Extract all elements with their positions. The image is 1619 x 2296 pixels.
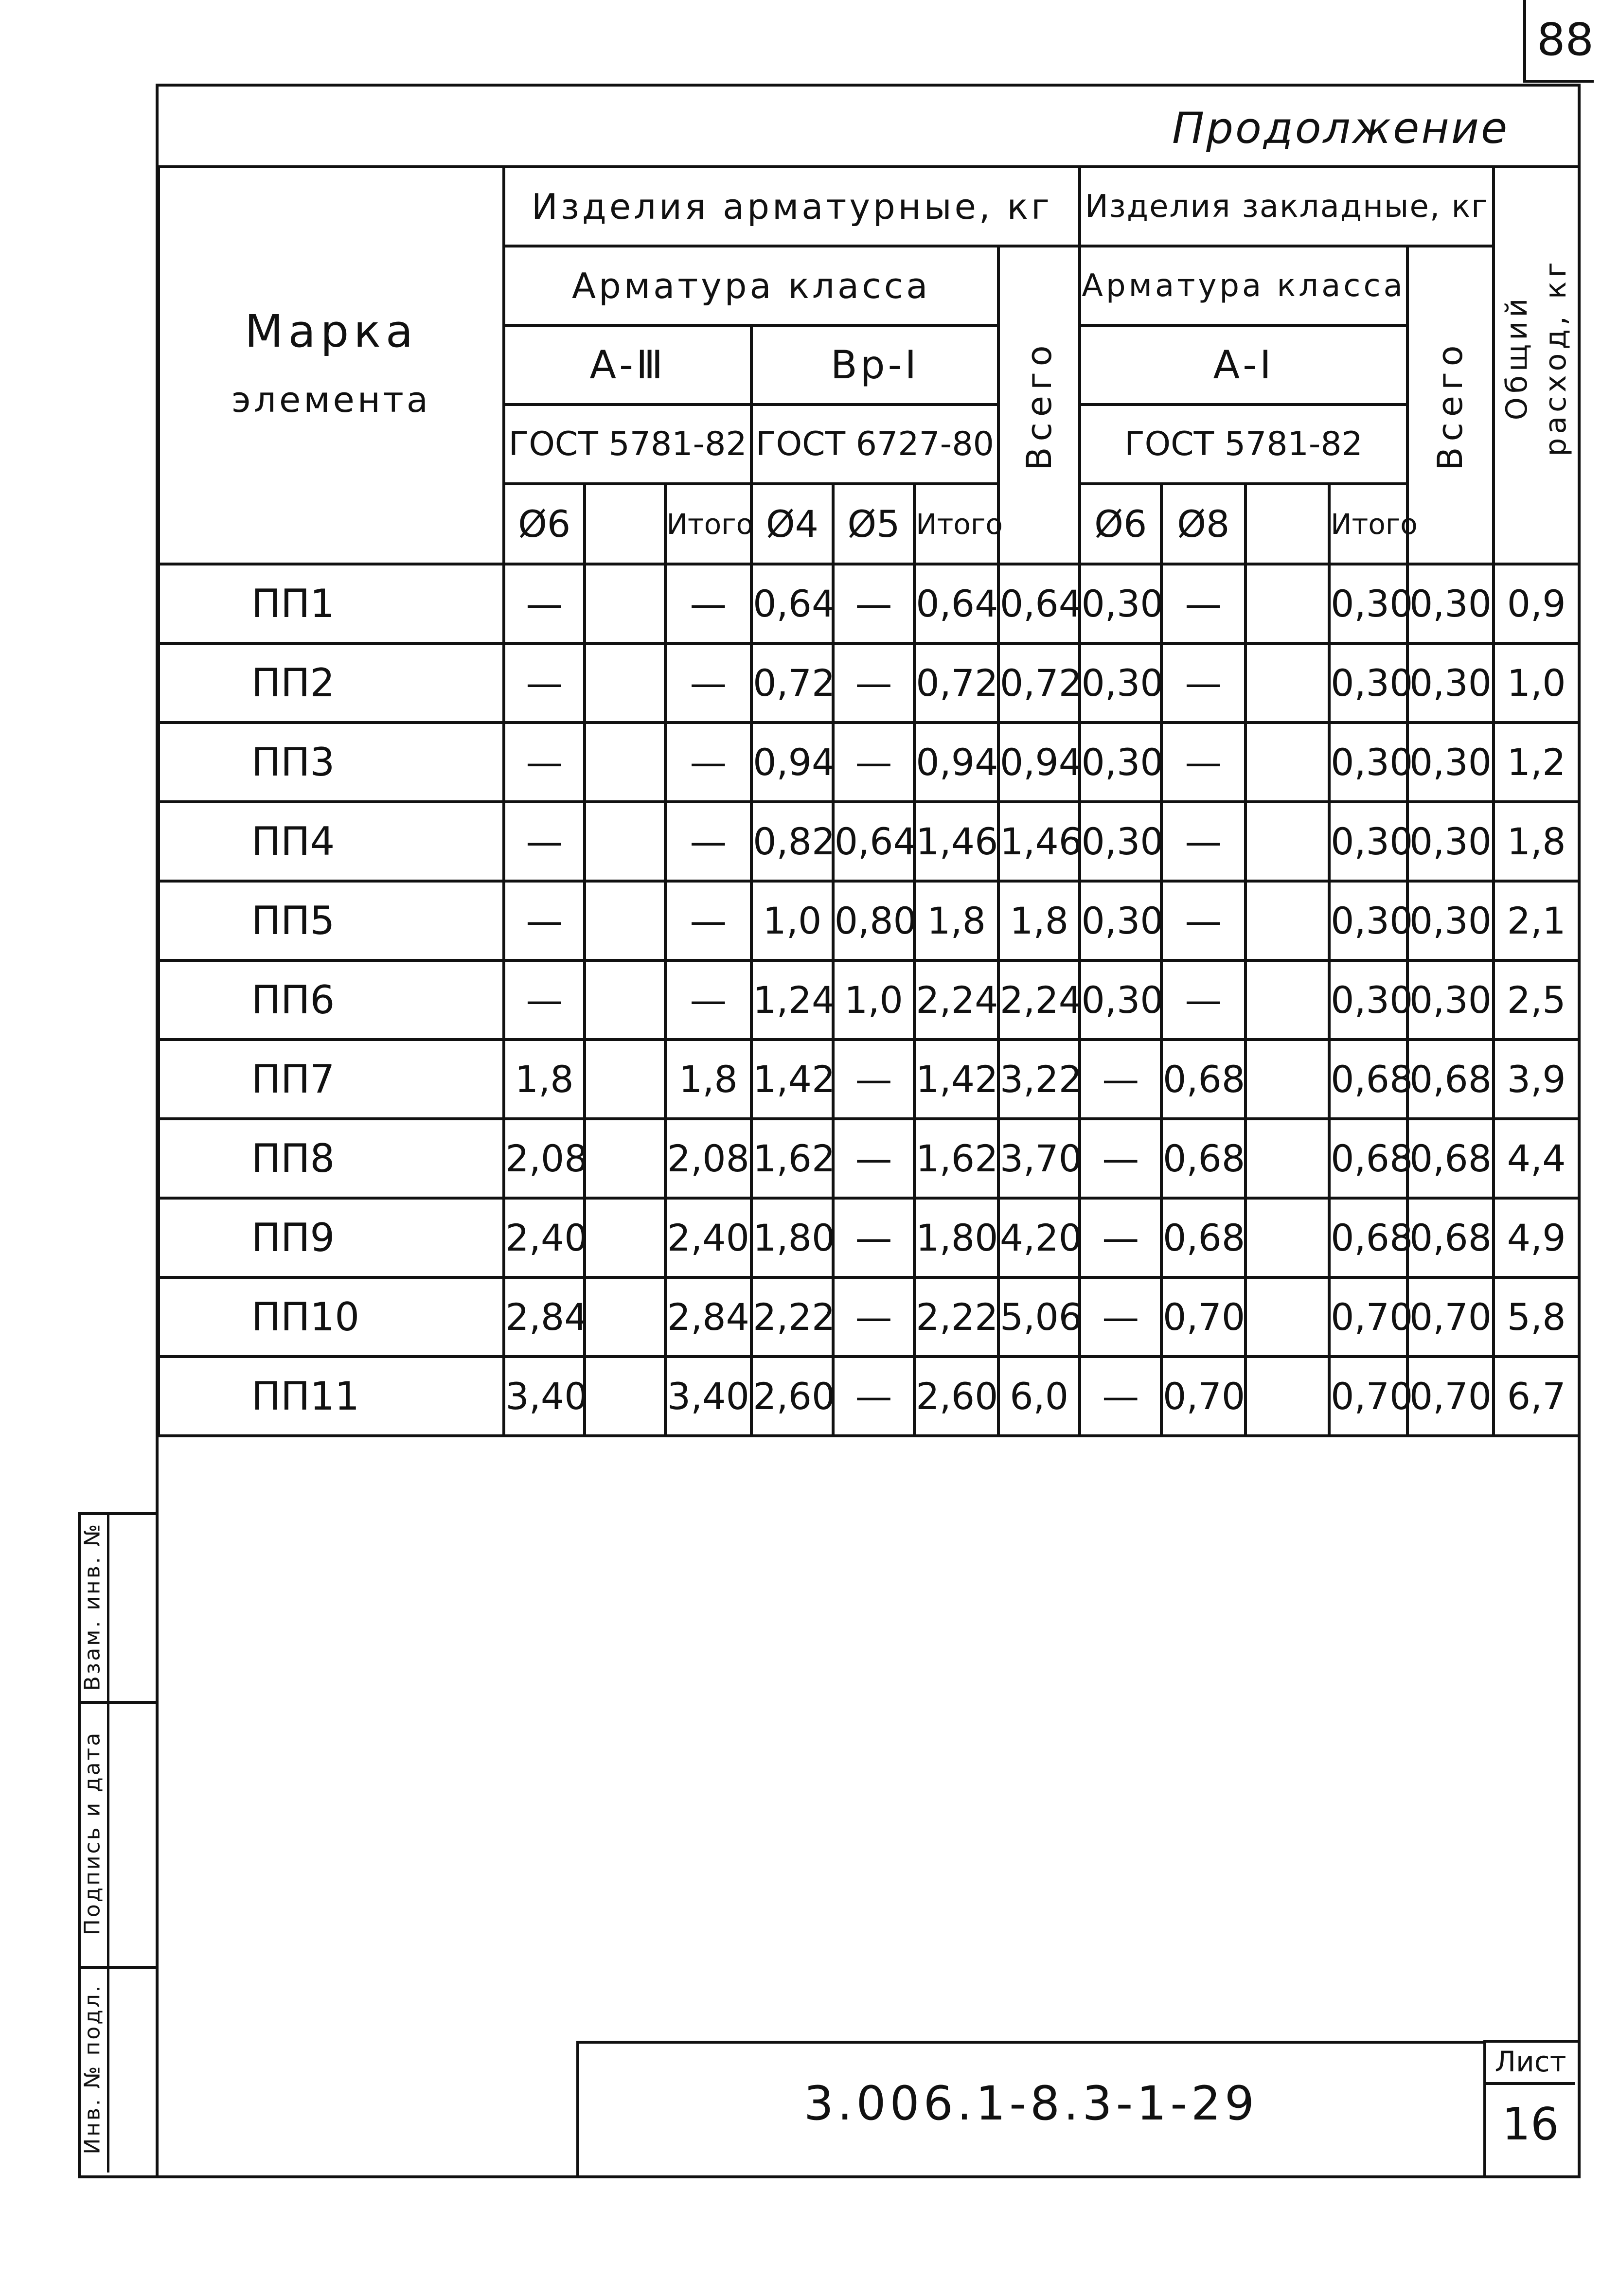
table-cell: — (665, 802, 752, 881)
col-d6-b: Ø6 (1080, 484, 1161, 564)
table-cell: 3,9 (1494, 1040, 1579, 1119)
table-cell: 0,30 (1329, 881, 1407, 960)
class-a3-cell: А-Ⅲ (504, 325, 751, 405)
table-cell: 0,68 (1161, 1119, 1245, 1198)
table-cell: 6,7 (1494, 1357, 1579, 1436)
table-cell: 0,94 (914, 723, 998, 802)
table-cell (585, 1119, 665, 1198)
table-cell: — (1080, 1277, 1161, 1357)
table-cell: — (1080, 1357, 1161, 1436)
table-row (159, 1277, 1579, 1357)
table-cell: 2,08 (665, 1119, 752, 1198)
table-cell: — (833, 643, 915, 723)
table-cell: 0,70 (1329, 1357, 1407, 1436)
table-cell: 0,68 (1161, 1040, 1245, 1119)
table-cell: 0,30 (1407, 881, 1494, 960)
table-cell: 6,0 (998, 1357, 1080, 1436)
table-cell: 0,80 (833, 881, 915, 960)
table-cell: 4,9 (1494, 1198, 1579, 1277)
table-cell: 1,42 (914, 1040, 998, 1119)
table-cell: 0,68 (1329, 1198, 1407, 1277)
table-cell (1245, 723, 1330, 802)
table-cell: 1,0 (1494, 643, 1579, 723)
table-cell: 3,40 (665, 1357, 752, 1436)
table-cell (585, 1040, 665, 1119)
table-cell: — (1161, 881, 1245, 960)
table-cell: 2,08 (504, 1119, 585, 1198)
table-row (159, 881, 1579, 960)
table-cell: 0,68 (1329, 1040, 1407, 1119)
table-cell: 2,40 (504, 1198, 585, 1277)
top-number-divider (1523, 0, 1526, 82)
gost-bp1-cell: ГОСТ 6727-80 (751, 405, 998, 484)
table-cell: 0,30 (1080, 564, 1161, 643)
table-cell: 0,70 (1407, 1357, 1494, 1436)
table-cell: — (504, 802, 585, 881)
element-mark-cell: ПП2 (159, 643, 504, 723)
table-cell: 0,82 (751, 802, 833, 881)
table-cell: 2,5 (1494, 960, 1579, 1040)
table-cell: — (504, 960, 585, 1040)
col-empty-a (585, 484, 665, 564)
table-cell (1245, 881, 1330, 960)
table-cell: 2,60 (751, 1357, 833, 1436)
element-mark-cell: ПП1 (159, 564, 504, 643)
table-cell (1245, 643, 1330, 723)
table-cell: 0,30 (1329, 960, 1407, 1040)
document-code: 3.006.1-8.3-1-29 (803, 2076, 1259, 2131)
table-cell: 0,30 (1080, 881, 1161, 960)
table-cell: 0,94 (998, 723, 1080, 802)
element-mark-cell: ПП10 (159, 1277, 504, 1357)
sheet-box-divider (1483, 2082, 1575, 2085)
table-cell: 0,30 (1329, 564, 1407, 643)
table-cell: 0,70 (1161, 1277, 1245, 1357)
element-mark-cell: ПП9 (159, 1198, 504, 1277)
table-cell: 0,68 (1407, 1198, 1494, 1277)
table-cell: 0,30 (1407, 643, 1494, 723)
total-header-embedded (1407, 246, 1494, 564)
table-cell (585, 1277, 665, 1357)
side-stamp-inner-line (107, 1512, 109, 2172)
element-mark-cell: ПП11 (159, 1357, 504, 1436)
element-mark-cell: ПП6 (159, 960, 504, 1040)
table-cell: 0,68 (1329, 1119, 1407, 1198)
table-cell: 3,70 (998, 1119, 1080, 1198)
table-cell: 1,46 (914, 802, 998, 881)
element-mark-cell: ПП5 (159, 881, 504, 960)
element-mark-cell: ПП8 (159, 1119, 504, 1198)
table-cell: 0,64 (914, 564, 998, 643)
table-row (159, 564, 1579, 643)
table-cell: 0,30 (1329, 643, 1407, 723)
table-cell (585, 723, 665, 802)
table-cell: 2,24 (914, 960, 998, 1040)
table-row (159, 1198, 1579, 1277)
side-stamp-divider-1 (78, 1701, 159, 1704)
col-d4: Ø4 (751, 484, 833, 564)
table-row (159, 1040, 1579, 1119)
table-row (159, 960, 1579, 1040)
table-cell: 0,68 (1407, 1040, 1494, 1119)
table-cell: — (665, 723, 752, 802)
total-header-reinforcement (998, 246, 1080, 564)
table-cell: 0,30 (1080, 802, 1161, 881)
table-row (159, 1119, 1579, 1198)
table-row (159, 643, 1579, 723)
side-stamp-signature-date: Подпись и дата (80, 1731, 105, 1936)
table-cell: 2,60 (914, 1357, 998, 1436)
table-cell (585, 1357, 665, 1436)
table-cell (585, 881, 665, 960)
sheet-label: Лист (1494, 2045, 1566, 2078)
table-cell: 2,22 (751, 1277, 833, 1357)
table-cell: 3,40 (504, 1357, 585, 1436)
table-cell: 5,8 (1494, 1277, 1579, 1357)
materials-table (157, 165, 1581, 1437)
table-cell: — (504, 723, 585, 802)
class-header-reinforcement: Арматура класса (504, 246, 998, 325)
table-cell: 1,2 (1494, 723, 1579, 802)
table-cell: — (1161, 960, 1245, 1040)
table-cell: 2,24 (998, 960, 1080, 1040)
table-row (159, 1357, 1579, 1436)
table-cell: — (1161, 564, 1245, 643)
table-cell: — (833, 564, 915, 643)
table-cell: 0,9 (1494, 564, 1579, 643)
side-stamp-divider-2 (78, 1966, 159, 1969)
mark-header-line1: Марка (245, 305, 418, 357)
table-cell: — (1080, 1119, 1161, 1198)
table-cell: — (504, 564, 585, 643)
table-cell: 2,1 (1494, 881, 1579, 960)
table-cell: — (1161, 643, 1245, 723)
col-itogo-c: Итого (1329, 484, 1407, 564)
table-cell (585, 643, 665, 723)
table-cell: 1,0 (833, 960, 915, 1040)
table-cell: — (833, 723, 915, 802)
table-cell: 2,40 (665, 1198, 752, 1277)
table-cell: 2,84 (504, 1277, 585, 1357)
table-cell: — (833, 1119, 915, 1198)
table-cell: 1,8 (998, 881, 1080, 960)
table-cell: — (1080, 1198, 1161, 1277)
class-a1-cell: А-I (1080, 325, 1407, 405)
col-d8: Ø8 (1161, 484, 1245, 564)
element-mark-cell: ПП7 (159, 1040, 504, 1119)
mark-header-line2: элемента (231, 379, 431, 420)
col-itogo-b: Итого (914, 484, 998, 564)
element-mark-cell: ПП4 (159, 802, 504, 881)
class-header-embedded: Арматура класса (1080, 246, 1407, 325)
table-cell: 2,84 (665, 1277, 752, 1357)
table-cell: — (504, 643, 585, 723)
table-cell: 0,30 (1329, 723, 1407, 802)
table-cell (585, 1198, 665, 1277)
table-cell (1245, 960, 1330, 1040)
table-cell: — (833, 1198, 915, 1277)
class-bp1-cell: Вр-I (751, 325, 998, 405)
table-cell: 1,8 (914, 881, 998, 960)
continuation-label: Продолжение (1172, 103, 1510, 153)
col-d6-a: Ø6 (504, 484, 585, 564)
element-mark-cell: ПП3 (159, 723, 504, 802)
table-cell: 4,20 (998, 1198, 1080, 1277)
table-cell: 1,24 (751, 960, 833, 1040)
col-itogo-a: Итого (665, 484, 752, 564)
col-d5: Ø5 (833, 484, 915, 564)
reinforcement-group-header: Изделия арматурные, кг (504, 167, 1080, 246)
table-cell: 0,64 (998, 564, 1080, 643)
overall-header-cell (1494, 167, 1579, 564)
table-cell: 0,30 (1080, 643, 1161, 723)
table-cell: 0,64 (751, 564, 833, 643)
table-cell: — (1161, 723, 1245, 802)
col-empty-b (1245, 484, 1330, 564)
table-cell: 3,22 (998, 1040, 1080, 1119)
table-cell: 0,30 (1329, 802, 1407, 881)
gost-a1-cell: ГОСТ 5781-82 (1080, 405, 1407, 484)
table-cell: — (504, 881, 585, 960)
table-cell: 1,62 (751, 1119, 833, 1198)
table-cell: 1,80 (751, 1198, 833, 1277)
total-header-text-1: Всего (1019, 339, 1059, 471)
table-cell: — (1161, 802, 1245, 881)
table-cell: 0,64 (833, 802, 915, 881)
top-number-underline (1523, 80, 1594, 83)
table-cell: 0,70 (1329, 1277, 1407, 1357)
table-cell (1245, 1277, 1330, 1357)
table-cell (585, 802, 665, 881)
table-cell (585, 564, 665, 643)
gost-a3-cell: ГОСТ 5781-82 (504, 405, 751, 484)
table-cell (1245, 1357, 1330, 1436)
table-cell: — (665, 643, 752, 723)
mark-header-cell (159, 167, 504, 564)
table-cell (1245, 564, 1330, 643)
table-cell: 0,68 (1407, 1119, 1494, 1198)
table-cell: 0,68 (1161, 1198, 1245, 1277)
table-cell (1245, 1198, 1330, 1277)
table-cell: 0,70 (1161, 1357, 1245, 1436)
table-cell (1245, 802, 1330, 881)
table-cell: 2,22 (914, 1277, 998, 1357)
table-cell: 0,72 (751, 643, 833, 723)
table-cell: 0,30 (1407, 802, 1494, 881)
sheet-number-top: 88 (1537, 14, 1594, 66)
table-cell (585, 960, 665, 1040)
table-cell: 5,06 (998, 1277, 1080, 1357)
total-header-text-2: Всего (1430, 339, 1471, 471)
table-cell: 1,8 (1494, 802, 1579, 881)
table-cell: 0,94 (751, 723, 833, 802)
table-cell: — (833, 1040, 915, 1119)
table-cell: 4,4 (1494, 1119, 1579, 1198)
side-stamp-original-inv: Инв. № подл. (80, 1983, 105, 2155)
table-cell: 1,42 (751, 1040, 833, 1119)
table-cell: 1,8 (504, 1040, 585, 1119)
table-cell (1245, 1040, 1330, 1119)
table-cell: — (665, 881, 752, 960)
table-cell: 0,72 (914, 643, 998, 723)
table-cell (1245, 1119, 1330, 1198)
table-cell: 1,46 (998, 802, 1080, 881)
side-stamp-replace-inv: Взам. инв. № (80, 1522, 105, 1691)
embedded-group-header: Изделия закладные, кг (1080, 167, 1494, 246)
table-cell: 1,8 (665, 1040, 752, 1119)
table-cell: 0,30 (1080, 723, 1161, 802)
table-cell: 1,80 (914, 1198, 998, 1277)
table-cell: — (1080, 1040, 1161, 1119)
overall-header: Общий расход, кг (1500, 258, 1573, 457)
table-cell: — (665, 564, 752, 643)
table-cell: 1,0 (751, 881, 833, 960)
table-cell: 1,62 (914, 1119, 998, 1198)
table-cell: — (833, 1357, 915, 1436)
table-cell: 0,72 (998, 643, 1080, 723)
table-row (159, 802, 1579, 881)
table-cell: 0,30 (1407, 960, 1494, 1040)
table-cell: 0,30 (1080, 960, 1161, 1040)
table-cell: 0,30 (1407, 564, 1494, 643)
table-cell: 0,70 (1407, 1277, 1494, 1357)
table-row (159, 723, 1579, 802)
table-cell: — (833, 1277, 915, 1357)
table-cell: 0,30 (1407, 723, 1494, 802)
sheet-number: 16 (1502, 2098, 1559, 2150)
table-cell: — (665, 960, 752, 1040)
